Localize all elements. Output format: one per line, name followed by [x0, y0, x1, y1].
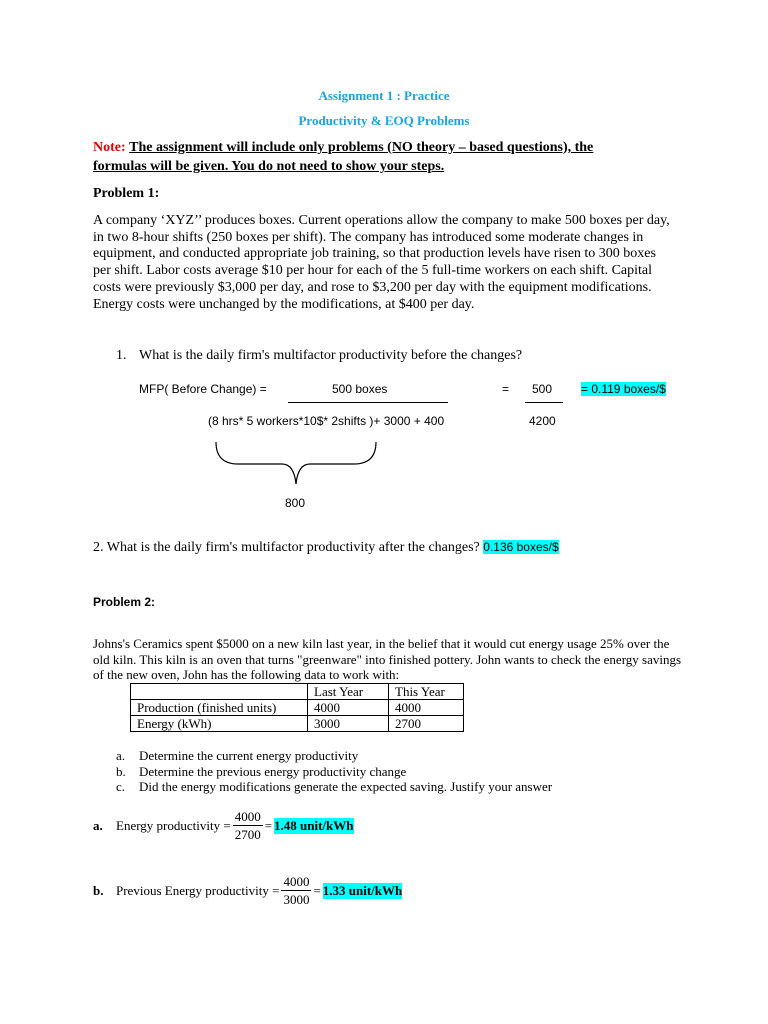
answer-a-result: 1.48 unit/kWh	[274, 817, 354, 833]
mfp-result-fraction-bar	[525, 402, 563, 403]
problem-2-heading: Problem 2:	[93, 595, 156, 609]
assignment-title: Assignment 1 : Practice	[318, 88, 450, 103]
mfp-label: MFP( Before Change) =	[139, 382, 267, 396]
task-text-c: Did the energy modifications generate the expected saving. Justify your answer	[139, 779, 553, 794]
answer-b-equals: =	[313, 882, 321, 898]
answer-b-fraction	[281, 873, 311, 908]
answer-b-label: Previous Energy productivity =	[116, 882, 280, 898]
answer-a-numerator: 4000	[234, 809, 261, 824]
table-cell: 2700	[389, 716, 464, 732]
question-2-text: 2. What is the daily firm's multifactor productivity after the changes?	[93, 540, 480, 555]
question-1-text: What is the daily firm's multifactor productivity before the changes?	[139, 348, 523, 363]
answer-a-letter: a.	[93, 817, 103, 833]
mfp-numerator: 500 boxes	[332, 382, 388, 396]
mfp-equals: =	[502, 382, 510, 396]
task-letter-c: c.	[116, 779, 126, 794]
answer-a	[93, 808, 354, 843]
table-cell: 3000	[308, 716, 389, 732]
answer-a-equals: =	[264, 817, 273, 833]
table-cell: Energy (kWh)	[131, 716, 308, 732]
note-text-1: The assignment will include only problems (NO theory – based questions), the	[129, 140, 594, 155]
problem-1-paragraph: A company ‘XYZ’’ produces boxes. Current operations allow the company to make 500 boxes per day, in two 8-hour shifts (250 boxes per shift). The company has introduced some moderate changes in equipment, and conducted appropriate job training, so that production levels have risen to 300 boxes per shift. Labor costs average $10 per hour for each of the 5 full-time workers on each shift. Capital costs were previously $3,000 per day, and rose to $3,200 per day with the equipment modifications. Energy costs were unchanged by the modifications, at $400 per day.	[93, 213, 670, 312]
question-2	[93, 540, 559, 556]
answer-b-denominator: 3000	[283, 892, 310, 907]
table-cell: 4000	[389, 700, 464, 716]
table-row	[131, 716, 464, 732]
task-text-a: Determine the current energy productivity	[139, 748, 359, 763]
task-letter-b: b.	[116, 764, 126, 779]
mfp-result-numerator: 500	[532, 382, 553, 396]
answer-b-result: 1.33 unit/kWh	[322, 882, 403, 898]
question-2-answer: 0.136 boxes/$	[483, 540, 559, 554]
curly-brace-icon	[210, 440, 382, 492]
table-header-cell: Last Year	[308, 684, 389, 700]
note-line-1	[93, 140, 593, 156]
answer-a-denominator: 2700	[234, 827, 261, 842]
question-1-number: 1.	[116, 348, 127, 363]
table-header-cell: This Year	[389, 684, 464, 700]
table-header-row	[131, 684, 464, 700]
mfp-answer	[581, 382, 666, 396]
note-text-2: formulas will be given. You do not need to show your steps.	[93, 159, 445, 174]
brace-value: 800	[285, 496, 306, 510]
table-header-cell	[131, 684, 308, 700]
answer-b	[93, 873, 402, 908]
answer-b-letter: b.	[93, 882, 104, 898]
problem-2-paragraph: Johns's Ceramics spent $5000 on a new kiln last year, in the belief that it would cut energy usage 25% over the old kiln. This kiln is an oven that turns "greenware" into finished pottery. John wants to check the energy savings of the new oven, John has the following data to work with:	[93, 636, 682, 683]
note-label: Note:	[93, 140, 126, 155]
answer-a-label: Energy productivity =	[116, 817, 231, 833]
table-cell: 4000	[308, 700, 389, 716]
answer-a-fraction	[233, 808, 263, 843]
mfp-result-denominator: 4200	[529, 414, 556, 428]
problem-1-heading: Problem 1:	[93, 186, 160, 201]
task-letter-a: a.	[116, 748, 126, 763]
table-row	[131, 700, 464, 716]
answer-b-numerator: 4000	[283, 874, 310, 889]
mfp-answer-highlight: = 0.119 boxes/$	[581, 382, 666, 396]
task-text-b: Determine the previous energy productivity change	[139, 764, 407, 779]
mfp-fraction-bar	[288, 402, 448, 403]
assignment-subtitle: Productivity & EOQ Problems	[298, 113, 470, 128]
table-cell: Production (finished units)	[131, 700, 308, 716]
mfp-denominator: (8 hrs* 5 workers*10$* 2shifts )+ 3000 + 400	[208, 414, 445, 428]
energy-data-table	[130, 683, 464, 732]
